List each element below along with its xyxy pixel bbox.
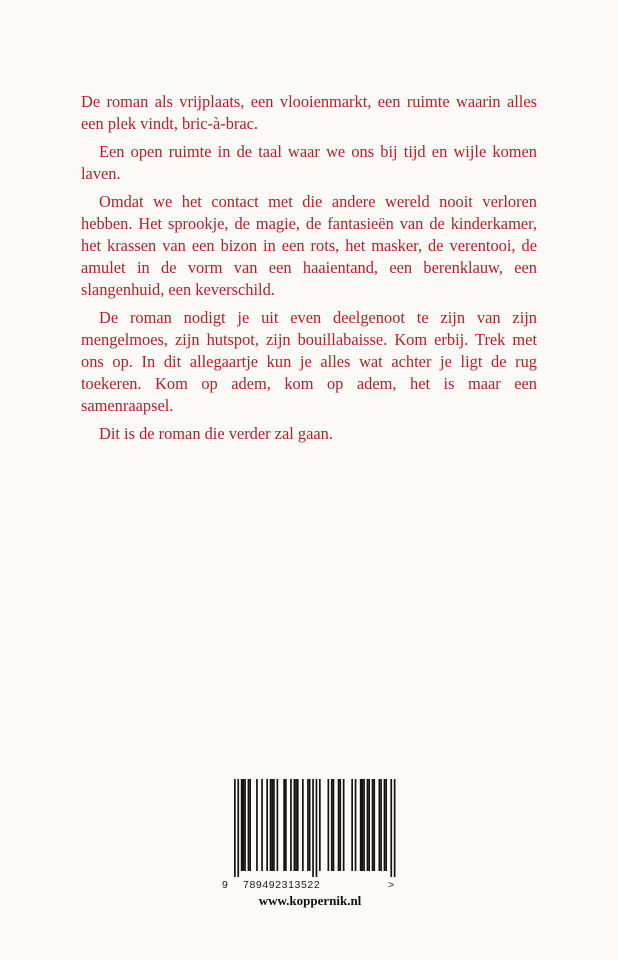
publisher-website: www.koppernik.nl [258, 893, 362, 908]
barcode-bar [338, 779, 340, 871]
barcode-bar [271, 779, 273, 871]
barcode-bar [283, 779, 285, 871]
barcode-bar [297, 779, 299, 871]
barcode-bar [295, 779, 297, 871]
barcode-bar [290, 779, 292, 871]
barcode-bar [312, 779, 314, 877]
barcode-bar [331, 779, 333, 871]
isbn-arrow: > [388, 879, 395, 891]
barcode-bar [285, 779, 287, 871]
barcode-bar [328, 779, 330, 871]
isbn-number [222, 879, 398, 891]
isbn-barcode [222, 779, 398, 919]
barcode-bar [270, 779, 272, 871]
blurb-paragraph-2: Een open ruimte in de taal waar we ons bij tijd en wijle komen laven. [81, 142, 537, 183]
barcode-bar [373, 779, 375, 871]
barcode-bar [363, 779, 365, 871]
barcode-bar [372, 779, 374, 871]
barcode-bar [256, 779, 258, 871]
barcode-bar [384, 779, 386, 871]
blurb-paragraph-1: De roman als vrijplaats, een vlooienmarkt, een ruimte waarin alles een plek vindt, bric-à-brac. [81, 92, 537, 133]
barcode-bar [316, 779, 318, 877]
barcode-bar [266, 779, 268, 871]
barcode-bar [234, 779, 236, 877]
barcode-bar [339, 779, 341, 871]
barcode-bar [368, 779, 370, 871]
barcode-bar [379, 779, 381, 871]
barcode-bar [294, 779, 296, 871]
barcode-bar [390, 779, 392, 877]
barcode-bar [343, 779, 345, 871]
barcode-bar [277, 779, 279, 871]
barcode-bar [351, 779, 353, 871]
barcode-bar [243, 779, 245, 871]
barcode-bar [302, 779, 304, 871]
isbn-digits: 789492313522 [243, 879, 321, 891]
barcode-bar [241, 779, 243, 871]
barcode-bar [244, 779, 246, 871]
barcode-bar [385, 779, 387, 871]
barcode-bar [273, 779, 275, 871]
barcode-bar [261, 779, 263, 871]
barcode-bar [249, 779, 251, 871]
barcode-bar [355, 779, 357, 871]
blurb-text [81, 91, 537, 451]
blurb-paragraph-5: Dit is de roman die verder zal gaan. [99, 424, 333, 443]
barcode-bar [237, 779, 239, 877]
blurb-paragraph-3: Omdat we het contact met die andere wereld nooit verloren hebben. Het sprookje, de magie, de fantasieën van de kinderkamer, het krassen van een bizon in een rots, het masker, de verentooi, de amulet in de vorm van een haaientand, een berenklauw, een slangenhuid, een keverschild. [81, 192, 537, 299]
barcode-bars [222, 779, 398, 879]
barcode-bar [319, 779, 321, 871]
barcode-bar [248, 779, 250, 871]
barcode-bar [333, 779, 335, 871]
barcode-bar [367, 779, 369, 871]
barcode-bar [309, 779, 311, 871]
barcode-bar [360, 779, 362, 871]
barcode-bar [362, 779, 364, 871]
barcode-bar [307, 779, 309, 871]
isbn-lead-digit: 9 [222, 879, 229, 891]
barcode-bar [380, 779, 382, 871]
barcode-bar [394, 779, 396, 877]
blurb-paragraph-4: De roman nodigt je uit even deelgenoot te zijn van zijn mengelmoes, zijn hutspot, zijn bouillabaisse. Kom erbij. Trek met ons op. In dit allegaartje kun je alles wat achter je ligt de rug toekeren. Kom op adem, kom op adem, het is maar een samenraapsel. [81, 308, 537, 415]
